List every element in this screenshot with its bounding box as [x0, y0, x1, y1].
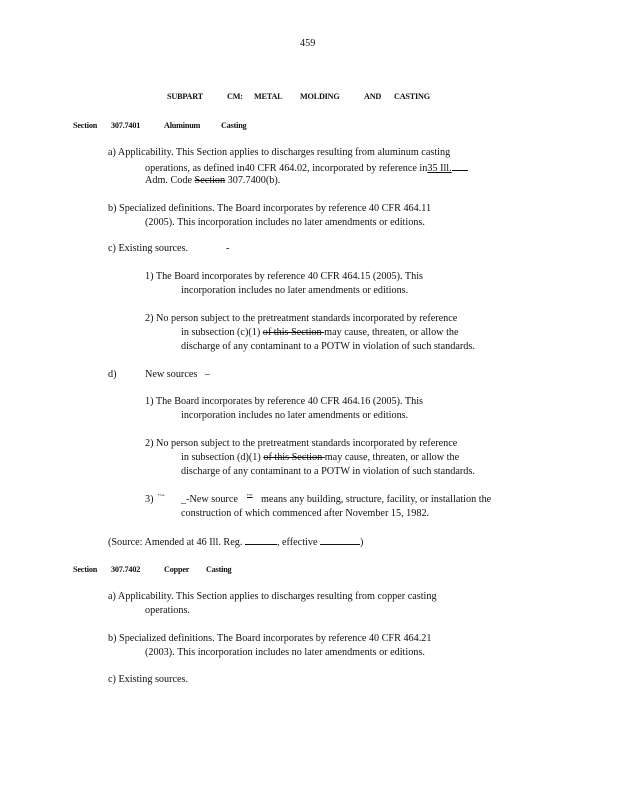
- text-line: [145, 161, 468, 175]
- text-line: discharge of any contaminant to a POTW in violation of such standards.: [181, 466, 475, 477]
- section-label: Section: [73, 565, 98, 574]
- quote-marks: "": [247, 493, 253, 501]
- quote-marks: "‘‘: [158, 493, 165, 501]
- text-line: means any building, structure, facility, or installation the: [261, 494, 492, 505]
- text-line: operations.: [145, 605, 190, 616]
- text-line: 1) The Board incorporates by reference 40 CFR 464.15 (2005). This: [145, 271, 424, 282]
- text-run: , effective: [276, 537, 318, 548]
- deleted-text: Section: [194, 175, 226, 186]
- text-line: a) Applicability. This Section applies to discharges resulting from copper casting: [108, 591, 437, 602]
- section-title-word: Copper: [164, 565, 190, 574]
- text-line: b) Specialized definitions. The Board incorporates by reference 40 CFR 464.11: [108, 203, 432, 214]
- text-line: d): [108, 369, 117, 380]
- text-line: 2) No person subject to the pretreatment standards incorporated by reference: [145, 438, 458, 449]
- section-number: 307.7401: [111, 121, 141, 130]
- text-line: 2) No person subject to the pretreatment standards incorporated by reference: [145, 313, 458, 324]
- subpart-label: SUBPART: [167, 92, 203, 101]
- text-line: construction of which commenced after November 15, 1982.: [181, 508, 430, 519]
- section-title-word: Aluminum: [164, 121, 201, 130]
- text-line: _-New source: [181, 494, 238, 505]
- page-number: 459: [300, 38, 316, 49]
- text-line: incorporation includes no later amendments or editions.: [181, 285, 409, 296]
- text-line: New sources: [145, 369, 198, 380]
- text-line: (2003). This incorporation includes no later amendments or editions.: [145, 647, 425, 658]
- text-run: (Source: Amended at 46 Ill. Reg.: [108, 537, 243, 548]
- text-line: 1) The Board incorporates by reference 40 CFR 464.16 (2005). This: [145, 396, 424, 407]
- subpart-code: CM:: [227, 92, 243, 101]
- section-number: 307.7402: [111, 565, 141, 574]
- text-line: [181, 452, 459, 464]
- text-run: Adm. Code: [145, 175, 192, 186]
- subpart-word: CASTING: [394, 92, 430, 101]
- section-title-word: Casting: [206, 565, 232, 574]
- text-line: a) Applicability. This Section applies to discharges resulting from aluminum casting: [108, 147, 451, 158]
- text-run: in subsection (d)(1): [181, 452, 264, 463]
- text-line: incorporation includes no later amendments or editions.: [181, 410, 409, 421]
- subpart-word: AND: [364, 92, 382, 101]
- text-run: may cause, threaten, or allow the: [324, 327, 459, 338]
- deleted-text: of this Section: [262, 327, 325, 338]
- source-note: [108, 535, 363, 549]
- dash-mark: -: [226, 243, 230, 254]
- blank-line: [245, 535, 277, 545]
- text-line: c) Existing sources.: [108, 674, 189, 685]
- subpart-word: MOLDING: [300, 92, 340, 101]
- dash-mark: –: [205, 369, 211, 380]
- text-line: c) Existing sources.: [108, 243, 189, 254]
- section-label: Section: [73, 121, 98, 130]
- text-line: 3): [145, 494, 154, 505]
- underline-blank: [452, 161, 468, 171]
- text-line: discharge of any contaminant to a POTW in violation of such standards.: [181, 341, 475, 352]
- text-run: operations, as defined in40 CFR 464.02, incorporated by reference in: [145, 163, 428, 174]
- text-run: in subsection (c)(1): [181, 327, 263, 338]
- text-line: b) Specialized definitions. The Board incorporates by reference 40 CFR 464.21: [108, 633, 432, 644]
- text-line: (2005). This incorporation includes no later amendments or editions.: [145, 217, 425, 228]
- text-line: [181, 327, 459, 339]
- text-run: ): [360, 537, 364, 548]
- inserted-text: 35 Ill.: [427, 163, 452, 174]
- blank-line: [320, 535, 360, 545]
- deleted-text: of this Section: [263, 452, 325, 463]
- section-title-word: Casting: [221, 121, 247, 130]
- text-run: 307.7400(b).: [225, 175, 281, 186]
- subpart-word: METAL: [254, 92, 283, 101]
- text-line: [145, 175, 280, 187]
- text-run: may cause, threaten, or allow the: [324, 452, 460, 463]
